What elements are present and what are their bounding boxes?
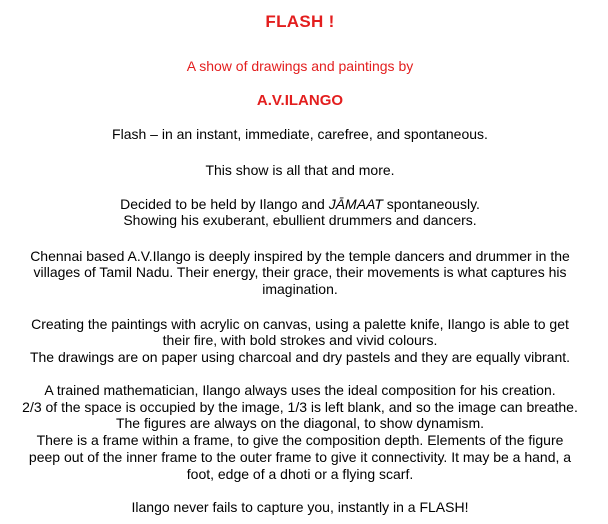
paragraph-inspiration-line-3: imagination.	[262, 281, 338, 297]
paragraph-event-line-1	[0, 196, 600, 212]
paragraph-composition-line-3: The figures are always on the diagonal, to show dynamism.	[115, 415, 485, 431]
paragraph-composition-line-6: foot, edge of a dhoti or a flying scarf.	[186, 466, 414, 482]
paragraph-technique-line-1: Creating the paintings with acrylic on canvas, using a palette knife, Ilango is able to get	[31, 316, 569, 332]
paragraph-inspiration-line-2: villages of Tamil Nadu. Their energy, their grace, their movements is what captures his	[33, 264, 567, 280]
venue-name: JĀMAAT	[328, 196, 383, 212]
paragraph-definition: Flash – in an instant, immediate, carefree, and spontaneous.	[112, 126, 488, 142]
event-text-post: spontaneously.	[382, 196, 480, 212]
page-title: FLASH !	[265, 12, 335, 31]
paragraph-technique-line-2: their fire, with bold strokes and vivid colours.	[162, 332, 438, 348]
paragraph-inspiration-line-1: Chennai based A.V.Ilango is deeply inspired by the temple dancers and drummer in the	[30, 248, 570, 264]
paragraph-closing: Ilango never fails to capture you, instantly in a FLASH!	[131, 499, 469, 515]
artist-name: A.V.ILANGO	[256, 92, 344, 109]
event-text-pre: Decided to be held by Ilango and	[120, 196, 329, 212]
paragraph-composition-line-5: peep out of the inner frame to the outer frame to give it connectivity. It may be a hand, a	[28, 449, 572, 465]
paragraph-intro: This show is all that and more.	[205, 162, 395, 178]
paragraph-composition-line-4: There is a frame within a frame, to give the composition depth. Elements of the figure	[36, 432, 564, 448]
subtitle: A show of drawings and paintings by	[186, 58, 414, 74]
paragraph-composition-line-2: 2/3 of the space is occupied by the image, 1/3 is left blank, and so the image can breathe.	[22, 399, 578, 415]
paragraph-event-line-2: Showing his exuberant, ebullient drummers and dancers.	[123, 212, 477, 228]
paragraph-composition-line-1: A trained mathematician, Ilango always uses the ideal composition for his creation.	[44, 382, 556, 398]
paragraph-technique-line-3: The drawings are on paper using charcoal and dry pastels and they are equally vibrant.	[29, 349, 571, 365]
